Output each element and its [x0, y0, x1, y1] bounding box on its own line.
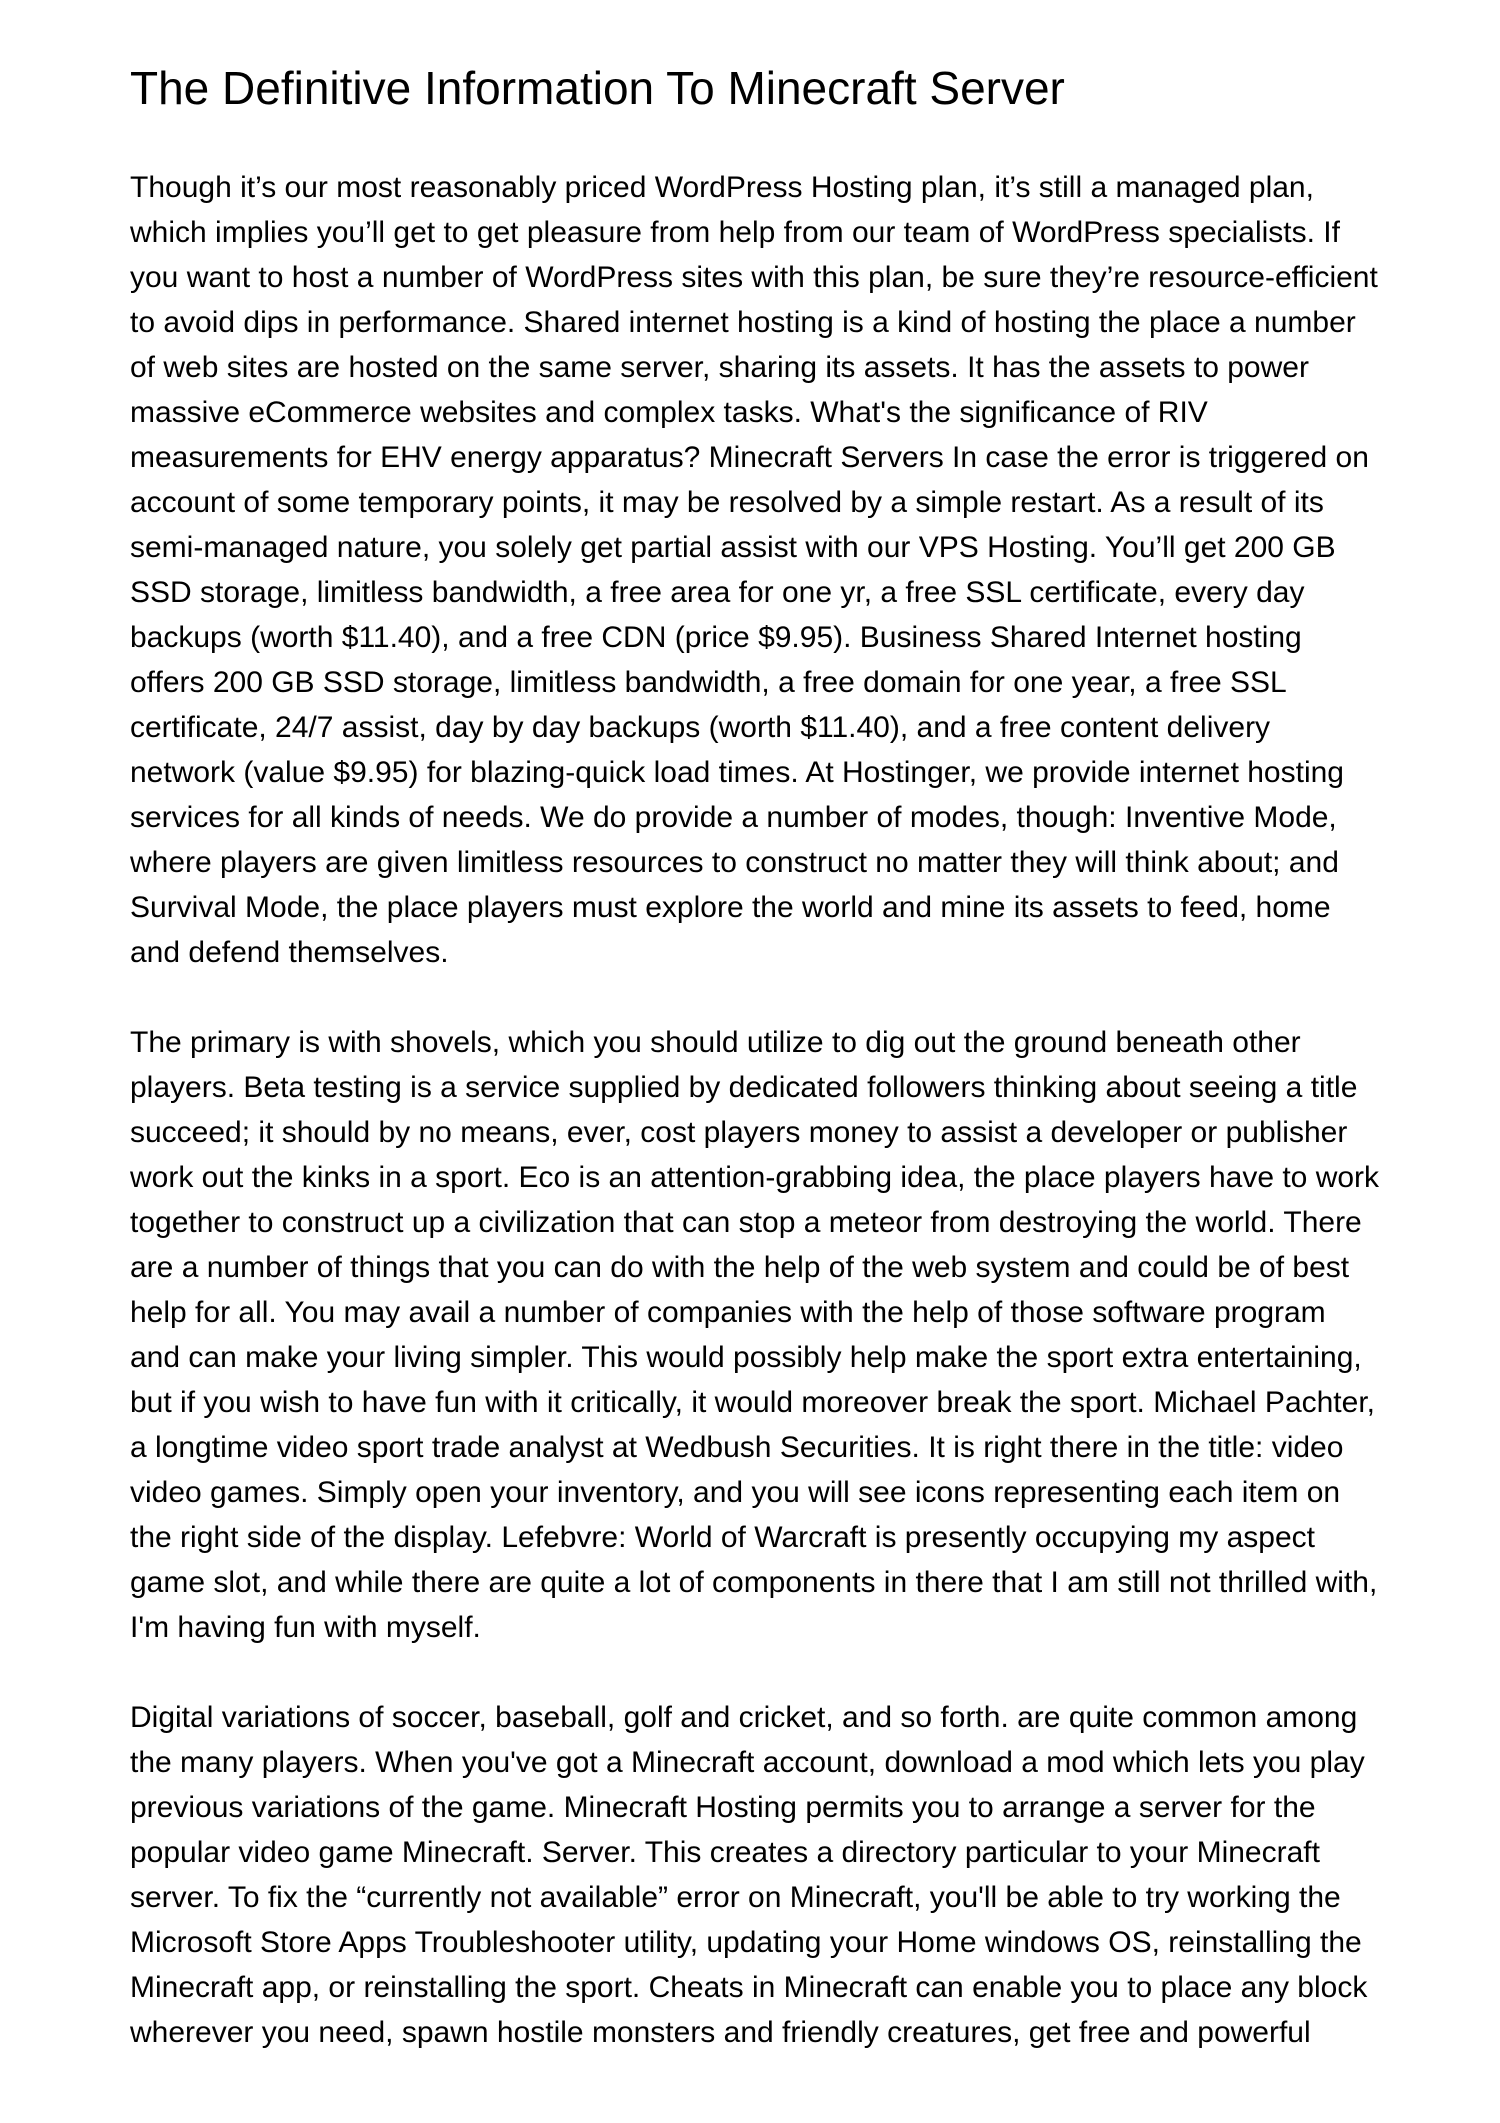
- paragraph-gameplay-analysis: The primary is with shovels, which you should utilize to dig out the ground beneath other players. Beta testing is a service supplied by dedicated followers thinking about seeing a title succeed; it should by no means, ever, cost players money to assist a developer or publisher work out the kinks in a sport. Eco is an attention-grabbing idea, the place players have to work together to construct up a civilization that can stop a meteor from destroying the world. There are a number of things that you can do with the help of the web system and could be of best help for all. You may avail a number of companies with the help of those software program and can make your living simpler. This would possibly help make the sport extra entertaining, but if you wish to have fun with it critically, it would moreover break the sport. Michael Pachter, a longtime video sport trade analyst at Wedbush Securities. It is right there in the title: video video games. Simply open your inventory, and you will see icons representing each item on the right side of the display. Lefebvre: World of Warcraft is presently occupying my aspect game slot, and while there are quite a lot of components in there that I am still not thrilled with, I'm having fun with myself.: [130, 1026, 1380, 1644]
- page-title: The Definitive Information To Minecraft Server: [130, 62, 1065, 114]
- paragraph-minecraft-server: Digital variations of soccer, baseball, golf and cricket, and so forth. are quite common among the many players. When you've got a Minecraft account, download a mod which lets you play previous variations of the game. Minecraft Hosting permits you to arrange a server for the popular video game Minecraft. Server. This creates a directory particular to your Minecraft server. To fix the “currently not available” error on Minecraft, you'll be able to try working the Microsoft Store Apps Troubleshooter utility, updating your Home windows OS, reinstalling the Minecraft app, or reinstalling the sport. Cheats in Minecraft can enable you to place any block wherever you need, spawn hostile monsters and friendly creatures, get free and powerful: [130, 1701, 1368, 2049]
- paragraph-hosting-plans: Though it’s our most reasonably priced WordPress Hosting plan, it’s still a managed plan, which implies you’ll get to get pleasure from help from our team of WordPress specialists. If you want to host a number of WordPress sites with this plan, be sure they’re resource-efficient to avoid dips in performance. Shared internet hosting is a kind of hosting the place a number of web sites are hosted on the same server, sharing its assets. It has the assets to power massive eCommerce websites and complex tasks. What's the significance of RIV measurements for EHV energy apparatus? Minecraft Servers In case the error is triggered on account of some temporary points, it may be resolved by a simple restart. As a result of its semi-managed nature, you solely get partial assist with our VPS Hosting. You’ll get 200 GB SSD storage, limitless bandwidth, a free area for one yr, a free SSL certificate, every day backups (worth $11.40), and a free CDN (price $9.95). Business Shared Internet hosting offers 200 GB SSD storage, limitless bandwidth, a free domain for one year, a free SSL certificate, 24/7 assist, day by day backups (worth $11.40), and a free content delivery network (value $9.95) for blazing-quick load times. At Hostinger, we provide internet hosting services for all kinds of needs. We do provide a number of modes, though: Inventive Mode, where players are given limitless resources to construct no matter they will think about; and Survival Mode, the place players must explore the world and mine its assets to feed, home and defend themselves.: [130, 171, 1378, 969]
